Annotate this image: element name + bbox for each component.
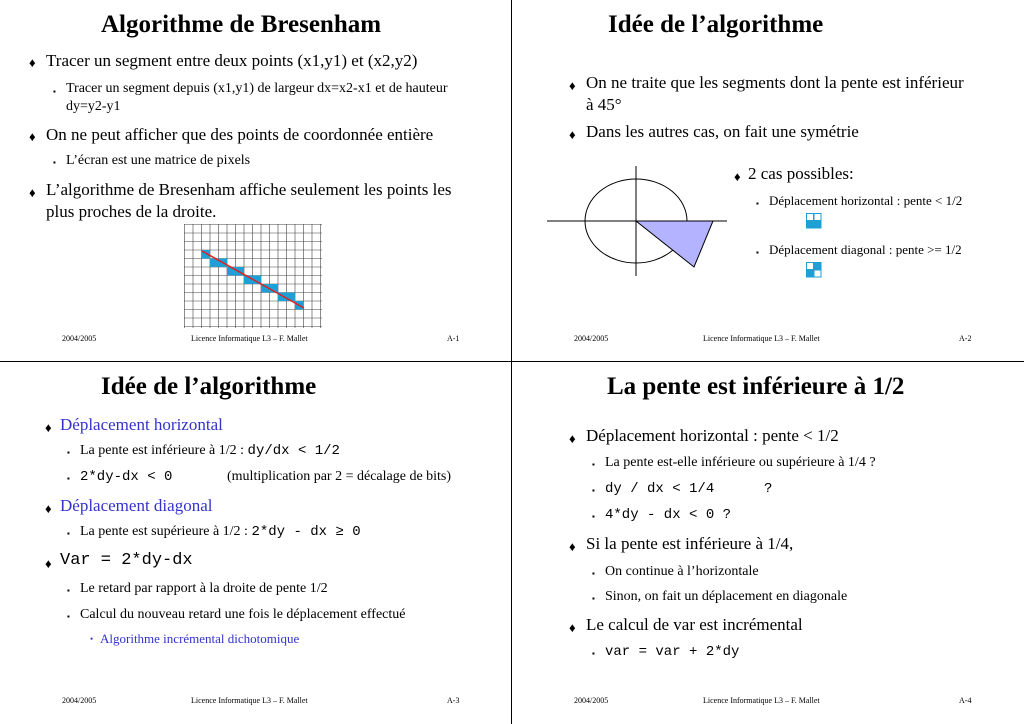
- bullet-text: On ne traite que les segments dont la pente est inférieur à 45°: [586, 73, 964, 114]
- sub-bullet-note: (multiplication par 2 = décalage de bits): [227, 469, 452, 484]
- sub-bullet-text: On continue à l’horizontale: [605, 564, 759, 579]
- slide-title: Idée de l’algorithme: [101, 373, 317, 400]
- case-horizontal-text: Déplacement horizontal : pente < 1/2: [769, 193, 963, 208]
- slide-1: [1, 1, 511, 361]
- bullet-text: L’algorithme de Bresenham affiche seulement les points les plus proches de la droite.: [46, 180, 452, 221]
- slide-title: Idée de l’algorithme: [608, 11, 824, 38]
- bullet-text: Le calcul de var est incrémental: [586, 615, 803, 634]
- case-diagonal-text: Déplacement diagonal : pente >= 1/2: [769, 242, 962, 257]
- footer-course: Licence Informatique L3 – F. Mallet: [191, 334, 308, 343]
- footer-date: 2004/2005: [574, 334, 609, 343]
- slide-title: La pente est inférieure à 1/2: [607, 373, 905, 400]
- code-text: dy / dx < 1/4: [605, 481, 715, 497]
- page-number: A-3: [447, 696, 460, 705]
- bullet-diamond-icon: ♦: [29, 55, 36, 70]
- footer-course: Licence Informatique L3 – F. Mallet: [703, 334, 820, 343]
- diagonal-move-icon: [806, 262, 822, 278]
- code-question: ?: [764, 481, 773, 497]
- footer-date: 2004/2005: [62, 334, 97, 343]
- code-text: 4*dy - dx < 0 ?: [605, 507, 732, 523]
- bullet-text: Dans les autres cas, on fait une symétrie: [586, 122, 859, 141]
- code-text: 2*dy-dx < 0: [80, 469, 173, 485]
- code-text: var = var + 2*dy: [605, 644, 740, 660]
- bullet-diamond-icon: ♦: [569, 127, 576, 142]
- symmetry-diagram: [547, 166, 727, 276]
- bullet-square-icon: ▪: [67, 529, 70, 538]
- bullet-diamond-icon: ♦: [45, 556, 52, 571]
- sub-bullet-text: La pente est supérieure à 1/2 : 2*dy - dx ≥ 0: [80, 524, 361, 540]
- slide-3: [1, 363, 511, 723]
- footer-course: Licence Informatique L3 – F. Mallet: [703, 696, 820, 705]
- footer-course: Licence Informatique L3 – F. Mallet: [191, 696, 308, 705]
- page-number: A-1: [447, 334, 460, 343]
- code-text: Var = 2*dy-dx: [60, 551, 193, 570]
- bullet-diamond-icon: ♦: [569, 431, 576, 446]
- bullet-diamond-icon: ♦: [29, 185, 36, 200]
- bullet-square-icon: ▪: [67, 586, 70, 595]
- bullet-text: Déplacement diagonal: [60, 496, 213, 515]
- horizontal-divider: [0, 361, 1024, 362]
- page-number: A-4: [959, 696, 972, 705]
- page-number: A-2: [959, 334, 972, 343]
- bullet-square-icon: ▪: [592, 512, 595, 521]
- bullet-square-icon: ▪: [592, 569, 595, 578]
- bullet-square-icon: ▪: [67, 448, 70, 457]
- bullet-text: Déplacement horizontal : pente < 1/2: [586, 426, 839, 445]
- bullet-text: Tracer un segment entre deux points (x1,y1) et (x2,y2): [46, 51, 418, 70]
- bullet-square-icon: ▪: [756, 199, 759, 208]
- bullet-square-icon: ▪: [67, 474, 70, 483]
- bullet-square-icon: ▪: [756, 248, 759, 257]
- slide-2: [513, 1, 1023, 361]
- bullet-text: Si la pente est inférieure à 1/4,: [586, 534, 794, 553]
- sub-bullet-text: Calcul du nouveau retard une fois le déplacement effectué: [80, 607, 406, 622]
- slide-4: [513, 363, 1023, 723]
- bullet-text: On ne peut afficher que des points de coordonnée entière: [46, 125, 434, 144]
- bullet-diamond-icon: ♦: [569, 539, 576, 554]
- bullet-square-icon: ▪: [53, 158, 56, 167]
- sub-bullet-text: Tracer un segment depuis (x1,y1) de largeur dx=x2-x1 et de hauteur dy=y2-y1: [66, 81, 448, 114]
- bullet-diamond-icon: ♦: [569, 78, 576, 93]
- footer-date: 2004/2005: [62, 696, 97, 705]
- bullet-diamond-icon: ♦: [569, 620, 576, 635]
- bullet-diamond-icon: ♦: [734, 169, 741, 184]
- sub-bullet-text: Le retard par rapport à la droite de pente 1/2: [80, 581, 328, 596]
- slide-title: Algorithme de Bresenham: [101, 11, 382, 38]
- bullet-text: Déplacement horizontal: [60, 415, 223, 434]
- bullet-square-icon: ▪: [592, 594, 595, 603]
- bullet-square-icon: ▪: [592, 486, 595, 495]
- bullet-dot-icon: •: [90, 634, 94, 644]
- pixel-grid-icon: [184, 224, 322, 328]
- bullet-square-icon: ▪: [67, 612, 70, 621]
- bullet-diamond-icon: ♦: [29, 129, 36, 144]
- bullet-square-icon: ▪: [53, 87, 56, 96]
- footer-date: 2004/2005: [574, 696, 609, 705]
- sub-sub-bullet-text: Algorithme incrémental dichotomique: [100, 631, 300, 646]
- horizontal-move-icon: [806, 213, 822, 229]
- vertical-divider: [511, 0, 512, 724]
- sub-bullet-text: Sinon, on fait un déplacement en diagonale: [605, 589, 848, 604]
- bullet-text: 2 cas possibles:: [748, 164, 854, 183]
- sub-bullet-text: La pente est-elle inférieure ou supérieure à 1/4 ?: [605, 455, 876, 470]
- bullet-square-icon: ▪: [592, 649, 595, 658]
- bullet-diamond-icon: ♦: [45, 420, 52, 435]
- sub-bullet-text: L’écran est une matrice de pixels: [66, 153, 251, 168]
- sub-bullet-text: La pente est inférieure à 1/2 : dy/dx < 1/2: [80, 443, 340, 459]
- bullet-diamond-icon: ♦: [45, 501, 52, 516]
- bullet-square-icon: ▪: [592, 460, 595, 469]
